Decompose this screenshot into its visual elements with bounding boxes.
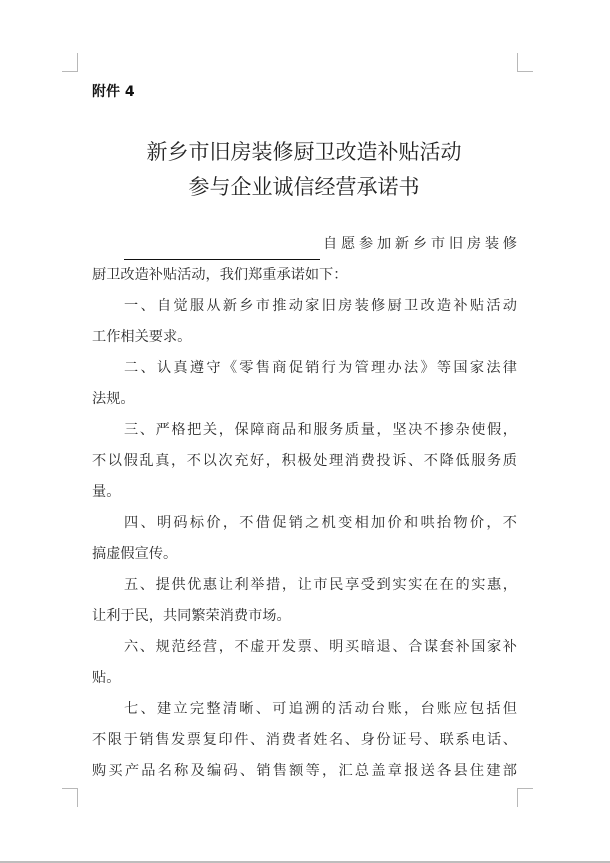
item-5-line-2: 让利于民，共同繁荣消费市场。	[92, 608, 291, 624]
item-4-line-1: 四、明码标价，不借促销之机变相加价和哄抬物价，不	[124, 515, 517, 531]
title-line-1: 新乡市旧房装修厨卫改造补贴活动	[146, 140, 462, 164]
item-1-line-2: 工作相关要求。	[92, 329, 192, 345]
document-body	[92, 229, 517, 787]
document-title	[92, 135, 516, 205]
item-6-line-1: 六、规范经营，不虚开发票、明买暗退、合谋套补国家补	[124, 639, 517, 655]
intro-text-1: 自愿参加新乡市旧房装修	[323, 236, 517, 252]
intro-line-2: 厨卫改造补贴活动，我们郑重承诺如下：	[92, 267, 348, 283]
item-6-line-2: 贴。	[92, 670, 121, 686]
item-7-line-1: 七、建立完整清晰、可追溯的活动台账，台账应包括但	[124, 701, 517, 717]
item-4-line-2: 搞虚假宣传。	[92, 546, 178, 562]
margin-corner-mark-top-left	[62, 53, 78, 72]
item-2-line-1: 二、认真遵守《零售商促销行为管理办法》等国家法律	[124, 360, 517, 376]
annex-label: 附件 4	[92, 84, 135, 100]
item-2-line-2: 法规。	[92, 391, 135, 407]
item-3-line-3: 量。	[92, 484, 121, 500]
margin-corner-mark-bottom-left	[62, 788, 78, 807]
company-name-blank-field[interactable]	[124, 241, 320, 260]
item-7-line-3: 购买产品名称及编码、销售额等，汇总盖章报送各县住建部	[92, 763, 517, 779]
margin-corner-mark-top-right	[517, 53, 533, 72]
item-5-line-1: 五、提供优惠让利举措，让市民享受到实实在在的实惠，	[124, 577, 517, 593]
intro-line-1	[92, 229, 517, 260]
item-1-line-1: 一、自觉服从新乡市推动家旧房装修厨卫改造补贴活动	[124, 298, 517, 314]
item-7-line-2: 不限于销售发票复印件、消费者姓名、身份证号、联系电话、	[92, 732, 517, 748]
item-3-line-1: 三、严格把关，保障商品和服务质量，坚决不掺杂使假，	[124, 422, 517, 438]
margin-corner-mark-bottom-right	[517, 788, 533, 807]
title-line-2: 参与企业诚信经营承诺书	[188, 175, 420, 199]
item-3-line-2: 不以假乱真，不以次充好，积极处理消费投诉、不降低服务质	[92, 453, 517, 469]
